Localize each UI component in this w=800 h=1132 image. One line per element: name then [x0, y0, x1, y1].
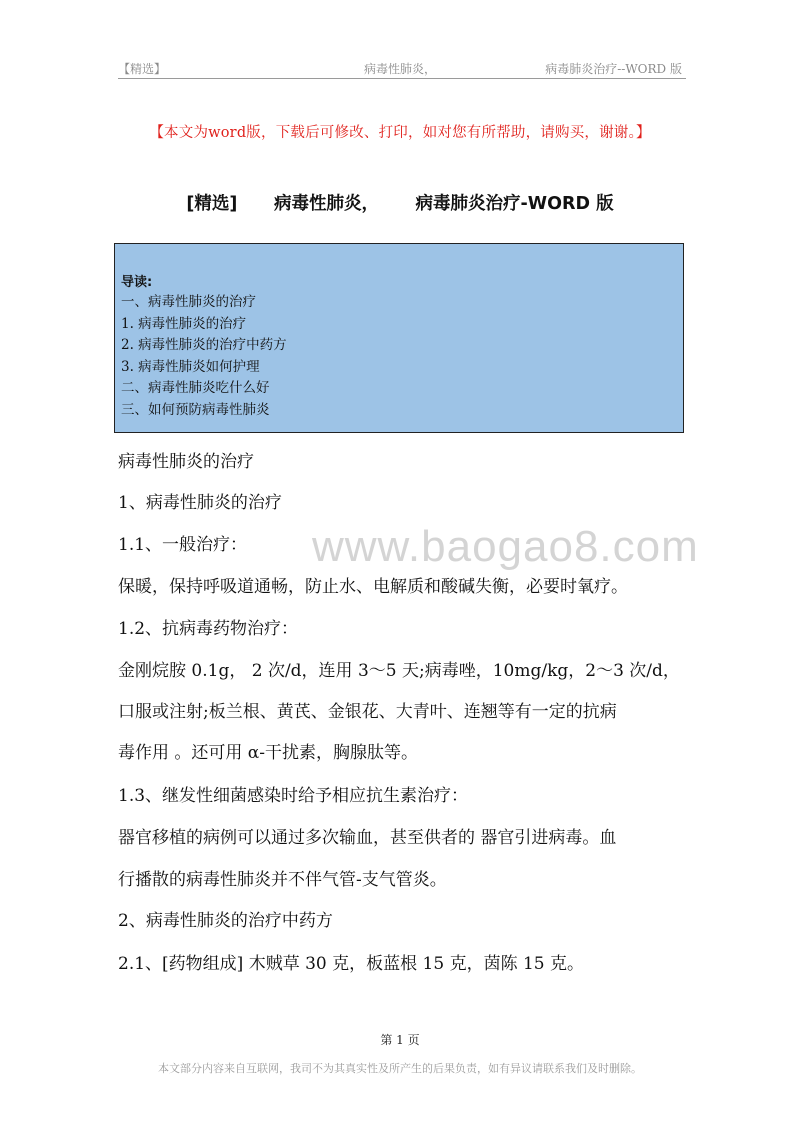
header-right-text: 病毒肺炎治疗--WORD 版	[545, 62, 682, 76]
subsection-heading: 1.3、继发性细菌感染时给予相应抗生素治疗：	[118, 786, 469, 806]
guide-box	[114, 243, 684, 433]
page-number: 第 1 页	[380, 1033, 420, 1047]
paragraph-line: 毒作用 。还可用 α-干扰素，胸腺肽等。	[118, 743, 419, 763]
guide-item: 3. 病毒性肺炎如何护理	[121, 358, 260, 375]
word-version-notice: 【本文为word版，下载后可修改、打印，如对您有所帮助，请购买，谢谢。】	[149, 125, 651, 141]
guide-item: 二、病毒性肺炎吃什么好	[121, 380, 270, 396]
paragraph-line: 保暖，保持呼吸道通畅，防止水、电解质和酸碱失衡，必要时氧疗。	[118, 577, 628, 597]
header-left-text: 【精选】	[118, 62, 167, 76]
subsection-heading: 1、病毒性肺炎的治疗	[118, 493, 282, 513]
paragraph-line: 口服或注射;板兰根、黄芪、金银花、大青叶、连翘等有一定的抗病	[118, 702, 617, 722]
guide-item: 一、病毒性肺炎的治疗	[121, 294, 256, 310]
guide-item: 2. 病毒性肺炎的治疗中药方	[121, 337, 287, 353]
paragraph-line: 器官移植的病例可以通过多次输血，甚至供者的 器官引进病毒。血	[118, 828, 617, 848]
paragraph-line: 行播散的病毒性肺炎并不伴气管-支气管炎。	[118, 870, 447, 890]
document-title: [精选] 病毒性肺炎， 病毒肺炎治疗-WORD 版	[186, 194, 614, 214]
page-header	[118, 58, 686, 79]
paragraph-line: 2.1、[药物组成] 木贼草 30 克，板蓝根 15 克，茵陈 15 克。	[118, 954, 585, 974]
section-heading: 病毒性肺炎的治疗	[118, 452, 254, 472]
guide-item: 三、如何预防病毒性肺炎	[121, 401, 270, 418]
guide-item: 1. 病毒性肺炎的治疗	[121, 315, 247, 332]
header-middle-text: 病毒性肺炎，	[364, 62, 437, 76]
page-footer-disclaimer: 本文部分内容来自互联网，我司不为其真实性及所产生的后果负责，如有异议请联系我们及时删除。	[158, 1062, 642, 1075]
subsection-heading: 1.2、抗病毒药物治疗：	[118, 619, 299, 639]
watermark: www.baogao8.com	[312, 522, 699, 571]
paragraph-line: 金刚烷胺 0.1g， 2 次/d，连用 3～5 天;病毒唑，10mg/kg，2～3 次/d，	[118, 661, 680, 681]
guide-title: 导读:	[121, 275, 153, 290]
subsection-heading: 1.1、一般治疗：	[118, 535, 248, 555]
subsection-heading: 2、病毒性肺炎的治疗中药方	[118, 911, 333, 931]
